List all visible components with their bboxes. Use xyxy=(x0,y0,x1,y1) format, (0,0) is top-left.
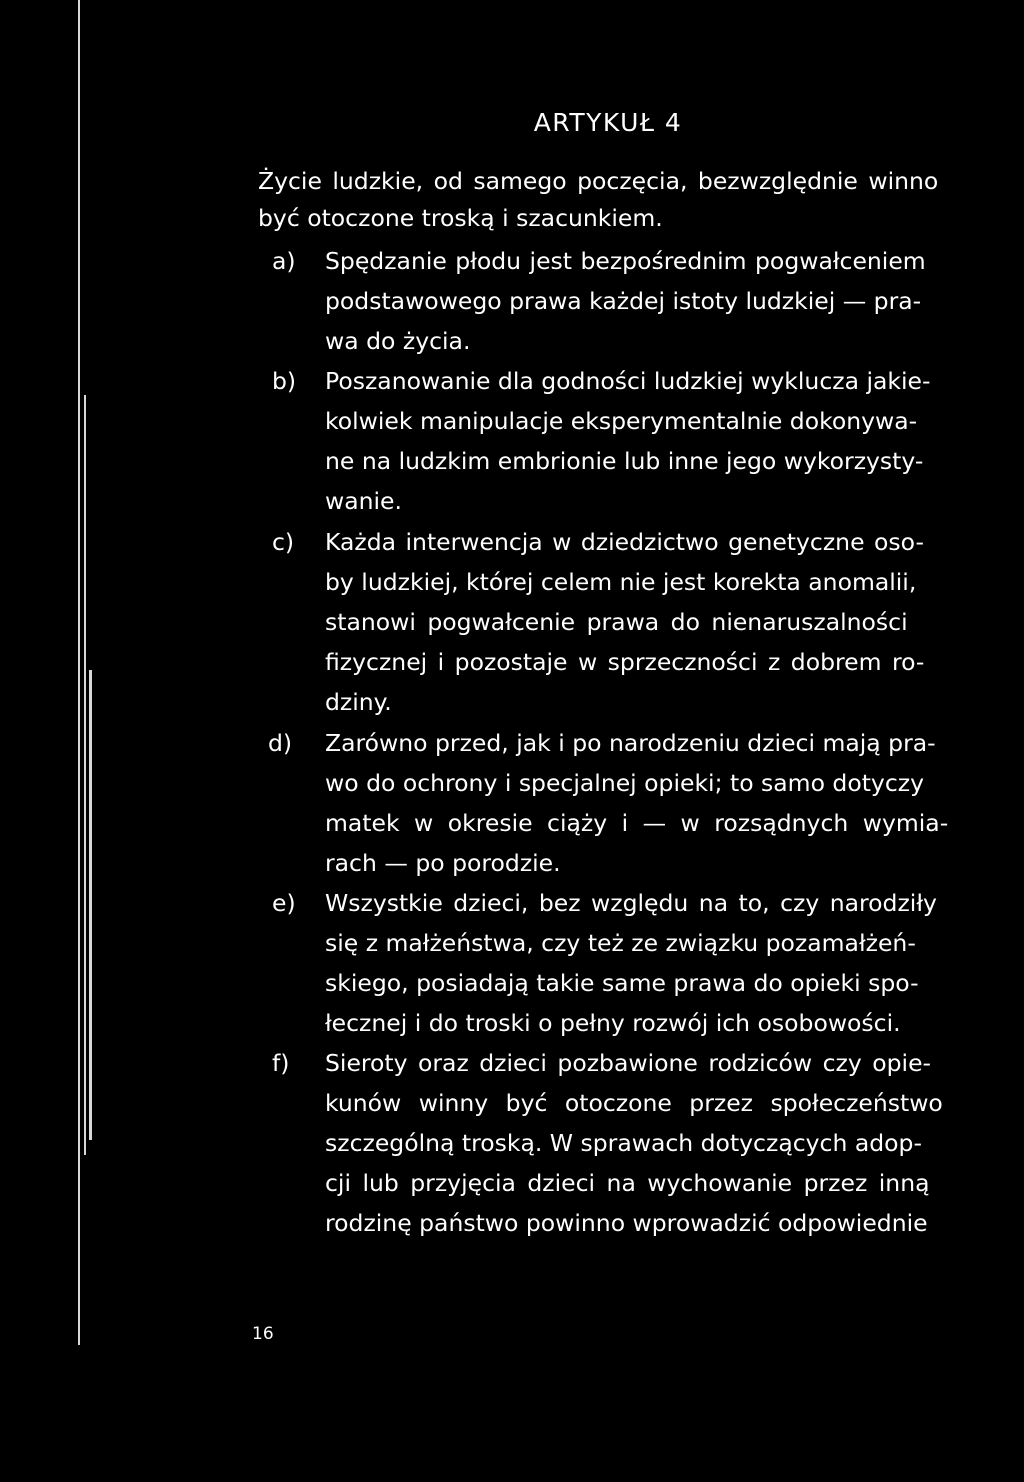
item-line: Zarówno przed, jak i po narodzeniu dzieci mają pra- xyxy=(325,729,936,757)
item-line: dziny. xyxy=(325,688,392,716)
scan-edge-line xyxy=(84,395,86,1155)
item-line: Każda interwencja w dziedzictwo genetyczne oso- xyxy=(325,528,924,556)
item-line: ne na ludzkim embrionie lub inne jego wykorzysty- xyxy=(325,447,924,475)
item-line: podstawowego prawa każdej istoty ludzkiej — pra- xyxy=(325,287,922,315)
item-marker: a) xyxy=(272,247,296,275)
item-line: wo do ochrony i specjalnej opieki; to samo dotyczy xyxy=(325,769,924,797)
item-line: cji lub przyjęcia dzieci na wychowanie przez inną xyxy=(325,1169,930,1197)
item-line: fizycznej i pozostaje w sprzeczności z dobrem ro- xyxy=(325,648,925,676)
page-number: 16 xyxy=(252,1324,274,1344)
item-line: wanie. xyxy=(325,487,402,515)
item-marker: d) xyxy=(268,729,293,757)
item-line: skiego, posiadają takie same prawa do opieki spo- xyxy=(325,969,919,997)
item-line: stanowi pogwałcenie prawa do nienaruszalności xyxy=(325,608,908,636)
item-line: wa do życia. xyxy=(325,327,471,355)
item-marker: b) xyxy=(272,367,297,395)
item-line: szczególną troską. W sprawach dotyczących adop- xyxy=(325,1129,922,1157)
item-line: by ludzkiej, której celem nie jest korekta anomalii, xyxy=(325,568,917,596)
item-line: Wszystkie dzieci, bez względu na to, czy narodziły xyxy=(325,889,937,917)
article-heading: ARTYKUŁ 4 xyxy=(533,108,683,137)
item-line: Sieroty oraz dzieci pozbawione rodziców czy opie- xyxy=(325,1049,932,1077)
item-line: matek w okresie ciąży i — w rozsądnych wymia- xyxy=(325,809,949,837)
item-line: rach — po porodzie. xyxy=(325,849,561,877)
scan-edge-line xyxy=(78,0,80,1345)
item-marker: e) xyxy=(272,889,296,917)
intro-line: być otoczone troską i szacunkiem. xyxy=(258,204,663,232)
item-line: kunów winny być otoczone przez społeczeństwo xyxy=(325,1089,943,1117)
scan-edge-line xyxy=(89,670,92,1140)
item-line: Spędzanie płodu jest bezpośrednim pogwałceniem xyxy=(325,247,926,275)
item-marker: f) xyxy=(272,1049,290,1077)
item-marker: c) xyxy=(272,528,295,556)
item-line: rodzinę państwo powinno wprowadzić odpowiednie xyxy=(325,1209,928,1237)
item-line: się z małżeństwa, czy też ze związku pozamałżeń- xyxy=(325,929,916,957)
item-line: Poszanowanie dla godności ludzkiej wyklucza jakie- xyxy=(325,367,931,395)
item-line: łecznej i do troski o pełny rozwój ich osobowości. xyxy=(325,1009,901,1037)
item-line: kolwiek manipulacje eksperymentalnie dokonywa- xyxy=(325,407,918,435)
intro-line: Życie ludzkie, od samego poczęcia, bezwzględnie winno xyxy=(258,167,939,195)
